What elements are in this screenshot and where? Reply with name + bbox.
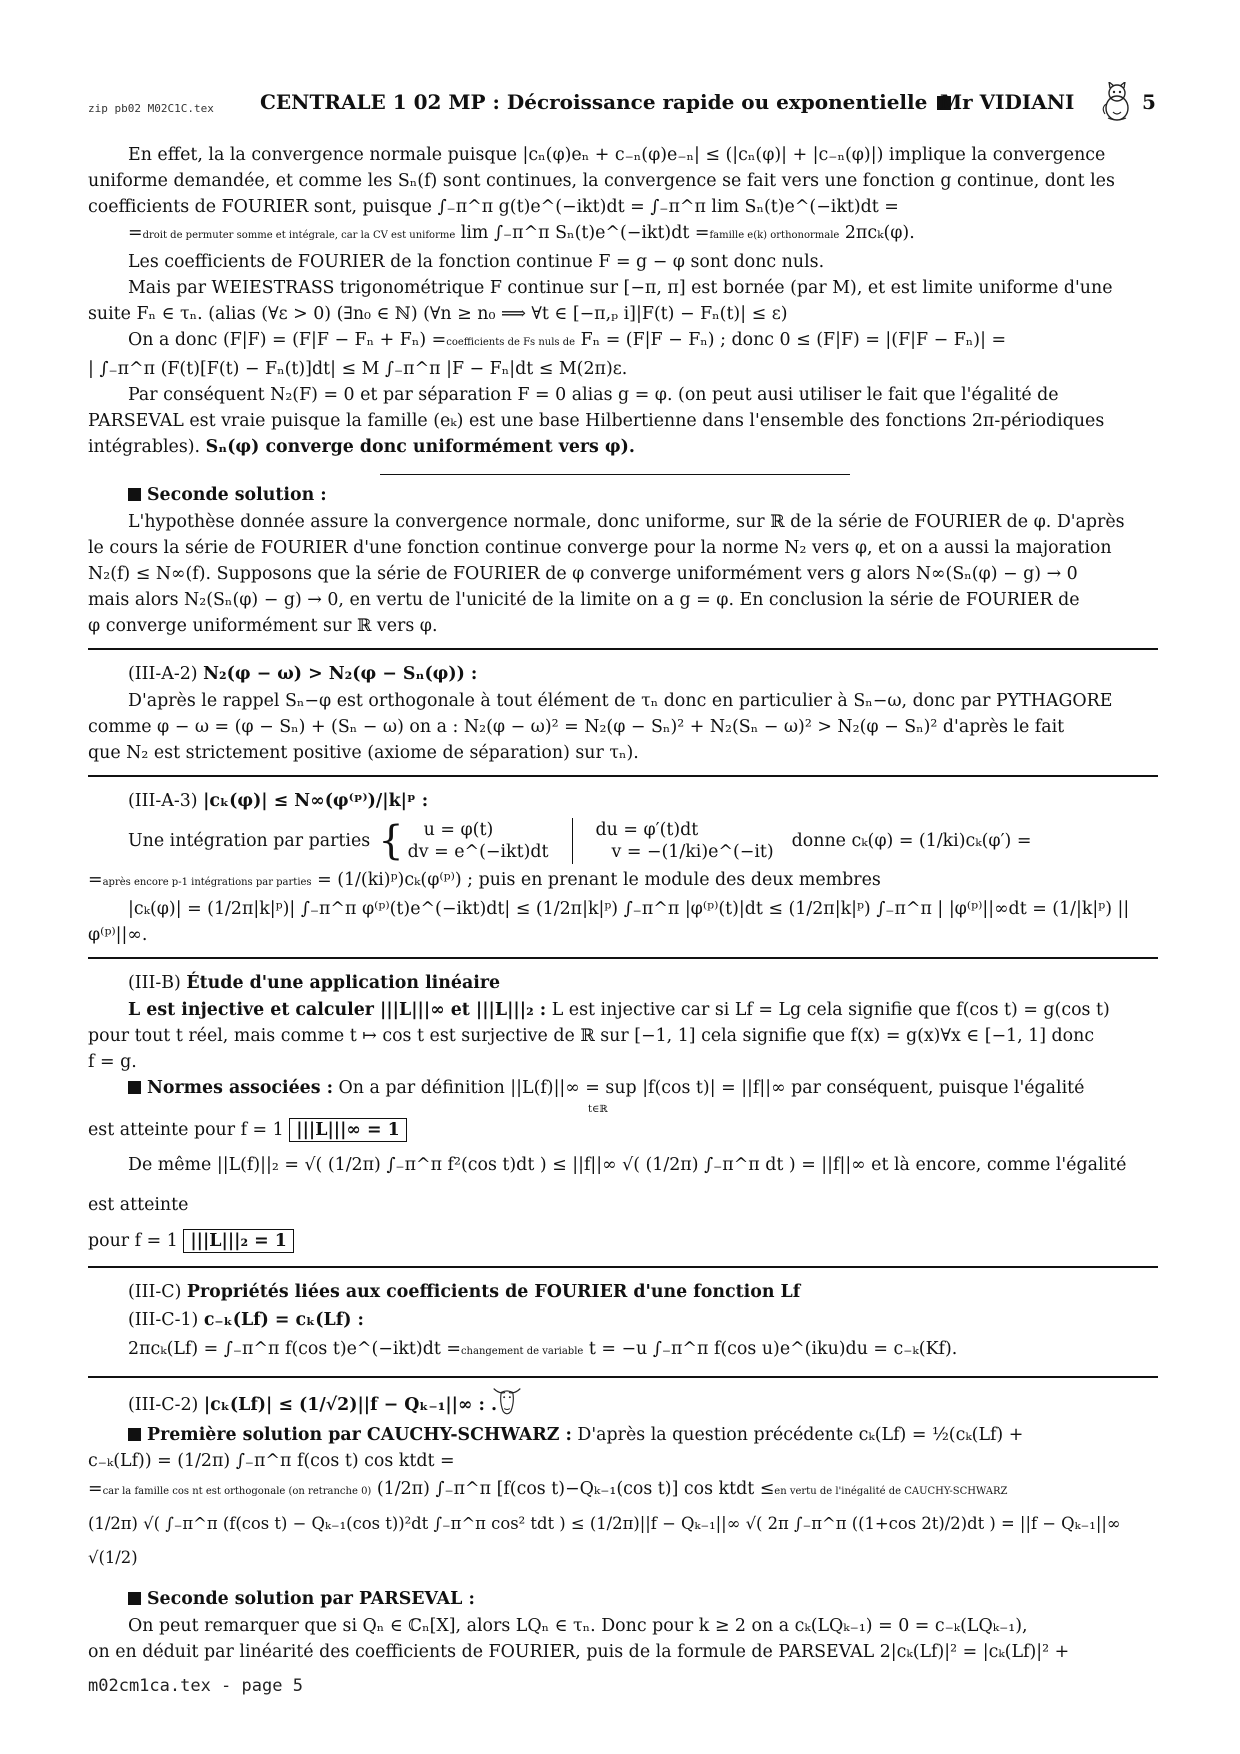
subsection-heading: [88, 1306, 1158, 1334]
subheading-text: L est injective et calculer |||L|||∞ et |||L|||₂ :: [128, 1000, 547, 1020]
text-line: [88, 1334, 1158, 1367]
text-line: [88, 1225, 1158, 1257]
text-line: (1/2π) √( ∫₋π^π (f(cos t) − Qₖ₋₁(cos t))²dt ∫₋π^π cos² tdt ) ≤ (1/2π)||f − Qₖ₋₁||∞ √( 2π ∫₋π^π ((1+cos 2t)/2)dt ) = ||f − Qₖ₋₁||∞ √(1/2): [88, 1514, 1121, 1567]
section-first-solution-end: [88, 142, 1158, 460]
text-line: pour tout t réel, mais comme t ↦ cos t est surjective de ℝ sur [−1, 1] cela signifie que f(x) = g(x)∀x ∈ [−1, 1] donc: [88, 1026, 1095, 1046]
text-line: De même ||L(f)||₂ = √( (1/2π) ∫₋π^π f²(cos t)dt ) ≤ ||f||∞ √( (1/2π) ∫₋π^π dt ) = ||f||∞ et là encore, comme l'égalité est atteinte: [88, 1155, 1127, 1215]
section-heading: [88, 1278, 1158, 1306]
text-span: 2πcₖ(Lf) = ∫₋π^π f(cos t)e^(−ikt)dt =: [128, 1339, 461, 1359]
text-line: |cₖ(φ)| = (1/2π|k|ᵖ)| ∫₋π^π φ⁽ᵖ⁾(t)e^(−ikt)dt| ≤ (1/2π|k|ᵖ) ∫₋π^π |φ⁽ᵖ⁾(t)|dt ≤ (1/2π|k|ᵖ) ∫₋π^π | |φ⁽ᵖ⁾||∞dt = (1/|k|ᵖ) ||φ⁽ᵖ⁾||∞.: [88, 899, 1130, 945]
separator-rule: [88, 775, 1158, 777]
text-span: pour f = 1: [88, 1231, 184, 1251]
text-line: [88, 1474, 1158, 1507]
text-span: (1/2π) ∫₋π^π [f(cos t)−Qₖ₋₁(cos t)] cos ktdt ≤: [371, 1479, 775, 1499]
heading-number: (III-A-3): [128, 791, 204, 811]
text-span: D'après la question précédente cₖ(Lf) = ½(cₖ(Lf) +: [571, 1425, 1024, 1445]
text-span: L est injective car si Lf = Lg cela signifie que f(cos t) = g(cos t): [546, 1000, 1110, 1020]
section-heading: [88, 1585, 1158, 1613]
text-line: φ converge uniformément sur ℝ vers φ.: [88, 616, 438, 636]
header-title-text: CENTRALE 1 02 MP : Décroissance rapide ou exponentielle: [260, 90, 928, 114]
section-III-C-2: [88, 1388, 1158, 1665]
text-line: Mais par WEIESTRASS trigonométrique F continue sur [−π, π] est bornée (par M), et est limite uniforme d'une: [128, 278, 1113, 298]
black-square-icon: [128, 488, 141, 501]
header-page-number: 5: [1142, 90, 1156, 114]
text-line: [88, 327, 1158, 356]
boxed-result: |||L|||₂ = 1: [183, 1229, 294, 1253]
text-span: intégrables).: [88, 437, 206, 457]
text-line: c₋ₖ(Lf)) = (1/2π) ∫₋π^π f(cos t) cos ktdt =: [88, 1451, 455, 1471]
text-line: [88, 220, 1158, 249]
text-span: Une intégration par parties: [128, 831, 371, 851]
subheading-text: Normes associées :: [147, 1078, 334, 1098]
text-span: =: [128, 223, 143, 243]
header-author: Mr VIDIANI: [940, 90, 1075, 114]
black-square-icon: [128, 1081, 141, 1094]
text-line: on en déduit par linéarité des coefficients de FOURIER, puis de la formule de PARSEVAL 2|cₖ(Lf)|² = |cₖ(Lf)|² +: [88, 1642, 1070, 1662]
section-III-C: [88, 1278, 1158, 1367]
section-heading: [88, 660, 1158, 688]
cat-logo-icon: [1100, 82, 1134, 122]
section-III-B: [88, 969, 1158, 1257]
black-square-icon: [128, 1428, 141, 1441]
separator-short: [380, 474, 850, 475]
section-second-solution: [88, 481, 1158, 639]
document-body: [88, 142, 1158, 1665]
separator-rule: [88, 648, 1158, 650]
text-line: [88, 1075, 1158, 1115]
text-line: le cours la série de FOURIER d'une fonction continue converge pour la norme N₂ vers φ, et on a aussi la majoration: [88, 538, 1112, 558]
boxed-result: |||L|||∞ = 1: [289, 1118, 406, 1142]
heading-text: |cₖ(φ)| ≤ N∞(φ⁽ᵖ⁾)/|k|ᵖ :: [203, 791, 429, 811]
text-line: [88, 867, 1158, 896]
subheading-text: Première solution par CAUCHY-SCHWARZ :: [147, 1425, 572, 1445]
heading-text: Propriétés liées aux coefficients de FOURIER d'une fonction Lf: [186, 1282, 801, 1302]
text-line: Les coefficients de FOURIER de la fonction continue F = g − φ sont donc nuls.: [128, 252, 825, 272]
section-III-A-2: [88, 660, 1158, 766]
text-line: Par conséquent N₂(F) = 0 et par séparation F = 0 alias g = φ. (on peut ausi utiliser le fait que l'égalité de: [128, 385, 1059, 405]
text-span: =: [88, 870, 103, 890]
integration-by-parts-line: [88, 815, 1158, 867]
subscript-note: car la famille cos nt est orthogonale (on retranche 0): [102, 1486, 372, 1497]
heading-text: Étude d'une application linéaire: [186, 973, 501, 993]
running-header: [88, 82, 1158, 126]
heading-text: Seconde solution par PARSEVAL :: [147, 1589, 475, 1609]
text-span: On a par définition ||L(f)||∞ = sup |f(cos t)| = ||f||∞ par conséquent, puisque l'égalité: [333, 1078, 1085, 1098]
heading-text: |cₖ(Lf)| ≤ (1/√2)||f − Qₖ₋₁||∞ : .: [203, 1395, 498, 1415]
text-line: [88, 997, 1158, 1023]
text-line: coefficients de FOURIER sont, puisque ∫₋π^π g(t)e^(−ikt)dt = ∫₋π^π lim Sₙ(t)e^(−ikt)dt =: [88, 197, 899, 217]
subscript-note: droit de permuter somme et intégrale, car la CV est uniforme: [142, 230, 456, 241]
text-span: =: [88, 1479, 103, 1499]
text-span: donne cₖ(φ) = (1/ki)cₖ(φ′) =: [791, 831, 1032, 851]
section-heading: [88, 787, 1158, 815]
equation: du = φ′(t)dt: [595, 820, 699, 840]
text-line: L'hypothèse donnée assure la convergence normale, donc uniforme, sur ℝ de la série de FOURIER de φ. D'après: [128, 512, 1125, 532]
text-line: [88, 1115, 1158, 1145]
text-line: suite Fₙ ∈ τₙ. (alias (∀ε > 0) (∃n₀ ∈ ℕ) (∀n ≥ n₀ ⟹ ∀t ∈ [−π,ₚ i]|F(t) − Fₙ(t)| ≤ ε): [88, 304, 788, 324]
text-line: En effet, la la convergence normale puisque |cₙ(φ)eₙ + c₋ₙ(φ)e₋ₙ| ≤ (|cₙ(φ)| + |c₋ₙ(φ)|) implique la convergence: [128, 145, 1106, 165]
text-line: [88, 434, 1158, 460]
text-line: N₂(f) ≤ N∞(f). Supposons que la série de FOURIER de φ converge uniformément vers g alors N∞(Sₙ(φ) − g) → 0: [88, 564, 1078, 584]
system-left: [408, 819, 549, 863]
text-span: 2πcₖ(φ).: [839, 223, 915, 243]
subscript-note: changement de variable: [460, 1346, 584, 1357]
separator-rule: [88, 957, 1158, 959]
text-line: On peut remarquer que si Qₙ ∈ ℂₙ[X], alors LQₙ ∈ τₙ. Donc pour k ≥ 2 on a cₖ(LQₖ₋₁) = 0 = c₋ₖ(LQₖ₋₁),: [128, 1616, 1028, 1636]
text-line: comme φ − ω = (φ − Sₙ) + (Sₙ − ω) on a : N₂(φ − ω)² = N₂(φ − Sₙ)² + N₂(Sₙ − ω)² > N₂(φ − Sₙ)² d'après le fait: [88, 717, 1065, 737]
text-line: [88, 1422, 1158, 1448]
equation: dv = e^(−ikt)dt: [407, 842, 549, 862]
black-square-icon: [128, 1592, 141, 1605]
left-brace-icon: {: [378, 818, 404, 864]
page-footer: m02cm1ca.tex - page 5: [88, 1676, 303, 1696]
text-span: est atteinte pour f = 1: [88, 1120, 290, 1140]
text-line: | ∫₋π^π (F(t)[F(t) − Fₙ(t)]dt| ≤ M ∫₋π^π |F − Fₙ|dt ≤ M(2π)ε.: [88, 359, 628, 379]
vertical-bar: [572, 818, 573, 864]
subscript-note: après encore p-1 intégrations par parties: [102, 877, 312, 888]
text-span: Fₙ = (F|F − Fₙ) ; donc 0 ≤ (F|F) = |(F|F − Fₙ)| =: [575, 330, 1007, 350]
conclusion-text: Sₙ(φ) converge donc uniformément vers φ).: [205, 437, 635, 457]
subscript-note: famille e(k) orthonormale: [709, 230, 840, 241]
heading-number: (III-C): [128, 1282, 187, 1302]
text-line: PARSEVAL est vraie puisque la famille (eₖ) est une base Hilbertienne dans l'ensemble des fonctions 2π-périodiques: [88, 411, 1105, 431]
equation: v = −(1/ki)e^(−it): [611, 842, 774, 862]
heading-number: (III-B): [128, 973, 187, 993]
section-heading: [88, 969, 1158, 997]
separator-rule: [88, 1376, 1158, 1378]
heading-number: (III-C-1): [128, 1310, 204, 1330]
text-line: mais alors N₂(Sₙ(φ) − g) → 0, en vertu de l'unicité de la limite on a g = φ. En conclusion la série de FOURIER de: [88, 590, 1080, 610]
heading-text: Seconde solution :: [147, 485, 327, 505]
text-line: uniforme demandée, et comme les Sₙ(f) sont continues, la convergence se fait vers une fonction g continue, dont les: [88, 171, 1115, 191]
page: [88, 60, 1158, 1700]
text-line: f = g.: [88, 1052, 137, 1072]
subscript-note: en vertu de l'inégalité de CAUCHY-SCHWARZ: [774, 1486, 1008, 1497]
section-heading: [88, 1388, 1158, 1422]
text-line: D'après le rappel Sₙ−φ est orthogonale à tout élément de τₙ donc en particulier à Sₙ−ω, donc par PYTHAGORE: [128, 691, 1113, 711]
heading-text: N₂(φ − ω) > N₂(φ − Sₙ(φ)) :: [203, 664, 478, 684]
separator-rule: [88, 1266, 1158, 1268]
ox-head-icon: [488, 1380, 526, 1420]
text-span: lim ∫₋π^π Sₙ(t)e^(−ikt)dt =: [455, 223, 710, 243]
section-III-A-3: [88, 787, 1158, 948]
heading-number: (III-C-2): [128, 1395, 204, 1415]
equation: u = φ(t): [423, 820, 494, 840]
subscript-note: coefficients de Fs nuls de: [446, 337, 576, 348]
heading-number: (III-A-2): [128, 664, 204, 684]
text-span: = (1/(ki)ᵖ)cₖ(φ⁽ᵖ⁾) ; puis en prenant le module des deux membres: [311, 870, 881, 890]
text-span: On a donc (F|F) = (F|F − Fₙ + Fₙ) =: [128, 330, 447, 350]
heading-text: c₋ₖ(Lf) = cₖ(Lf) :: [203, 1310, 364, 1330]
section-heading: [88, 481, 1158, 509]
header-file-name: zip pb02 M02C1C.tex: [88, 102, 214, 115]
subscript-note: t∈ℝ: [588, 1104, 608, 1115]
text-span: t = −u ∫₋π^π f(cos u)e^(iku)du = c₋ₖ(Kf).: [583, 1339, 958, 1359]
header-title: [260, 90, 959, 114]
text-line: que N₂ est strictement positive (axiome de séparation) sur τₙ).: [88, 743, 639, 763]
system-right: [595, 819, 773, 863]
